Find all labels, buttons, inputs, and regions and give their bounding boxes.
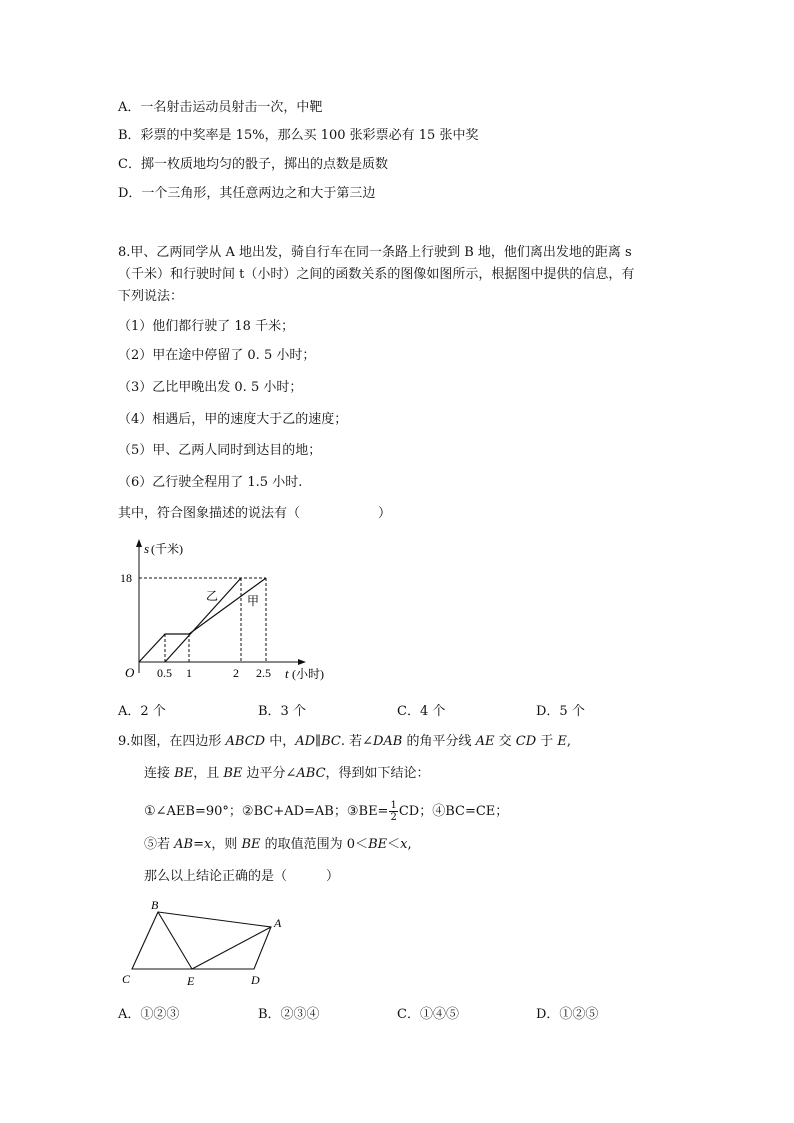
conclusion-1: ①∠AEB=90°； (144, 804, 242, 819)
q9-choice-a: A．①②③ (118, 1007, 180, 1022)
quadrilateral-abdc (132, 912, 271, 969)
origin-label: O (125, 665, 135, 680)
q8-choice-c: C．4 个 (397, 704, 446, 719)
point-d-label: D (251, 973, 260, 987)
q9-stem-line-2: 连接 BE，且 BE 边平分∠ABC，得到如下结论： (144, 766, 430, 781)
q8-stem-line-1: 8.甲、乙两同学从 A 地出发，骑自行车在同一条路上行驶到 B 地，他们离出发地的距离 s (118, 245, 632, 260)
point-c-label: C (122, 972, 131, 986)
q8-statement-3: （3）乙比甲晚出发 0. 5 小时； (118, 380, 303, 395)
q9-choice-b: B．②③④ (258, 1007, 320, 1022)
q9-stem-line-1: 9.如图，在四边形 ABCD 中，AD∥BC. 若∠DAB 的角平分线 AE 交 CD 于 E, (118, 734, 572, 749)
q8-statement-5: （5）甲、乙两人同时到达目的地； (118, 443, 322, 458)
point-b-label: B (151, 898, 159, 912)
series-jia-label: 甲 (247, 594, 260, 608)
q8-statement-4: （4）相遇后，甲的速度大于乙的速度； (118, 412, 348, 427)
conclusion-2: ②BC+AD=AB； (241, 804, 347, 819)
conclusion-3-pre: ③BE= (346, 804, 389, 819)
q8-question: 其中，符合图象描述的说法有（ ） (118, 506, 392, 521)
q9-quadrilateral-figure (118, 895, 298, 995)
x-axis-arrow-icon (298, 659, 306, 665)
q8-choice-a: A．2 个 (118, 704, 166, 719)
q9-conclusions-line (144, 800, 508, 823)
q8-stem-line-2: （千米）和行驶时间 t（小时）之间的函数关系的图像如图所示，根据图中提供的信息，有 (118, 267, 635, 282)
q9-conclusion-5: ⑤若 AB=x，则 BE 的取值范围为 0＜BE＜x, (144, 837, 412, 852)
fraction-one-half: $\frac{1}{2}$ (390, 800, 397, 823)
q7-option-a: A．一名射击运动员射击一次，中靶 (118, 100, 323, 115)
point-a-label: A (274, 916, 282, 930)
q9-question: 那么以上结论正确的是（ ） (144, 869, 340, 884)
segment-be (158, 912, 192, 969)
x-tick-0-5: 0.5 (157, 666, 172, 680)
x-unit-label: (小时) (292, 667, 324, 681)
q8-distance-time-graph (120, 535, 370, 685)
segment-ae (192, 927, 271, 969)
y-axis-arrow-icon (136, 539, 142, 547)
q7-option-c: C．掷一枚质地均匀的骰子，掷出的点数是质数 (118, 157, 388, 172)
q8-statement-6: （6）乙行驶全程用了 1.5 小时. (118, 475, 303, 490)
series-yi-label: 乙 (206, 589, 219, 603)
q8-statement-1: （1）他们都行驶了 18 千米； (118, 319, 295, 334)
x-tick-2: 2 (233, 666, 239, 680)
q8-choice-d: D．5 个 (536, 704, 585, 719)
conclusion-3-post: CD； (398, 804, 433, 819)
x-tick-2-5: 2.5 (256, 666, 271, 680)
series-yi-line (165, 578, 241, 662)
q8-statement-2: （2）甲在途中停留了 0. 5 小时； (118, 348, 316, 363)
x-axis-label: t (285, 666, 289, 681)
q9-choice-c: C．①④⑤ (397, 1007, 459, 1022)
q9-choice-d: D．①②⑤ (536, 1007, 599, 1022)
y-axis-label: s (144, 541, 150, 556)
q8-stem-line-3: 下列说法： (118, 289, 184, 304)
point-e-label: E (187, 974, 195, 988)
y-tick-18: 18 (120, 571, 132, 585)
y-unit-label: (千米) (151, 542, 183, 556)
x-tick-1: 1 (186, 666, 192, 680)
conclusion-4: ④BC=CE； (432, 804, 509, 819)
q7-option-d: D．一个三角形，其任意两边之和大于第三边 (118, 186, 376, 201)
q7-option-b: B．彩票的中奖率是 15%，那么买 100 张彩票必有 15 张中奖 (118, 128, 479, 143)
q8-choice-b: B．3 个 (258, 704, 306, 719)
